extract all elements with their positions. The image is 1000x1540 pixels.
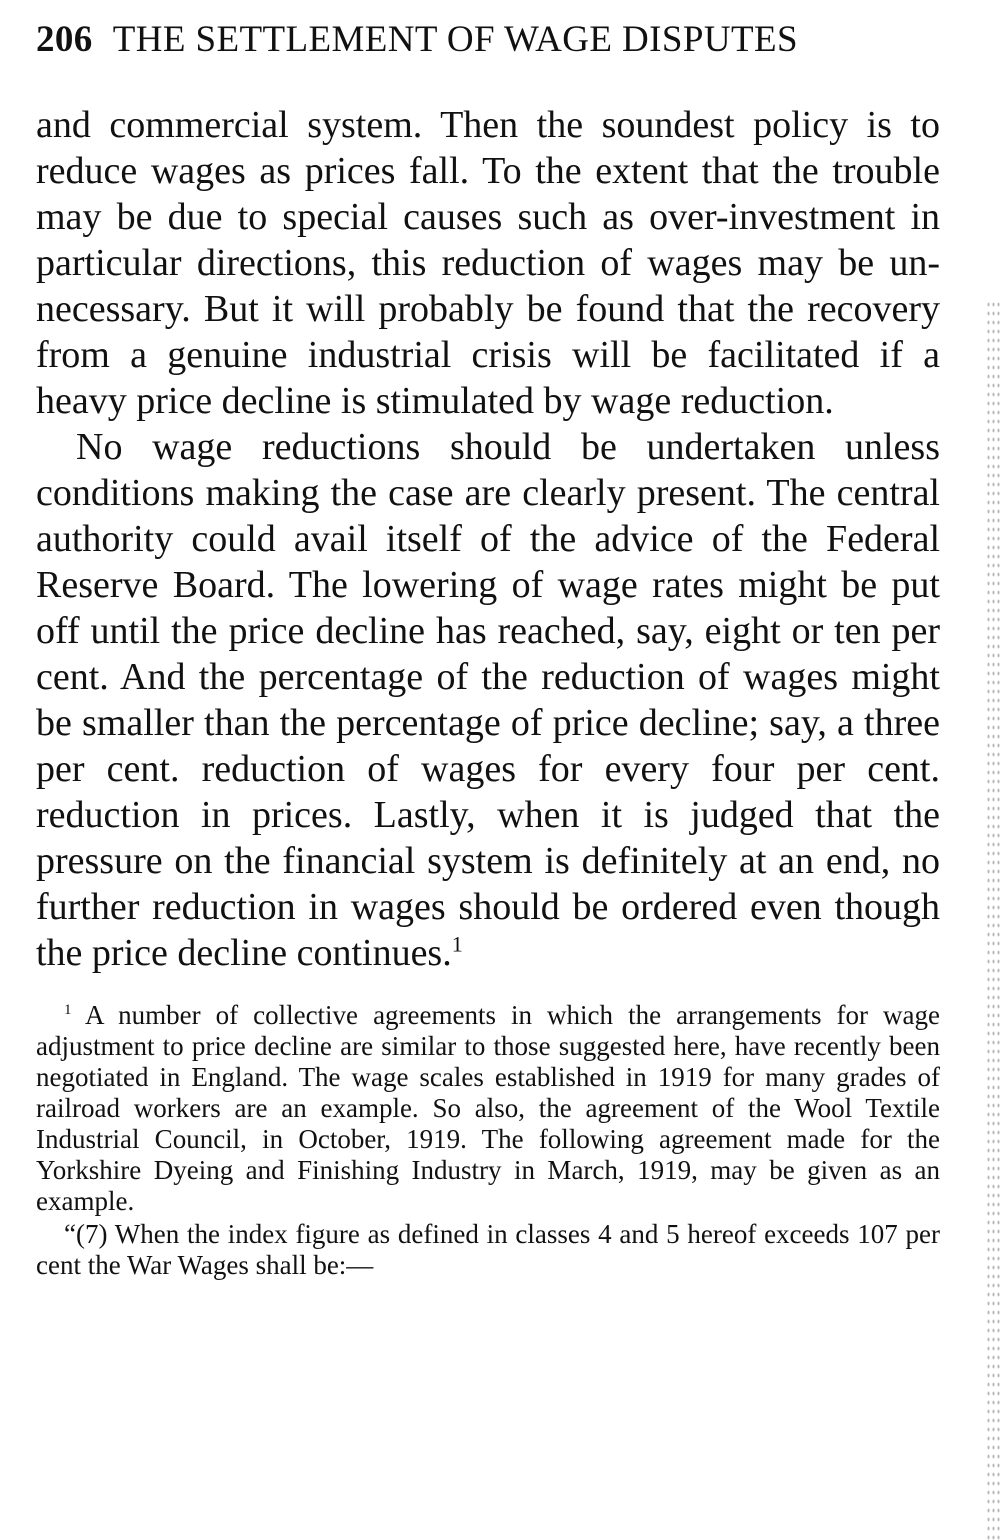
body-text xyxy=(36,102,940,976)
footnote-block xyxy=(36,1000,940,1281)
footnote-text: A number of collective agreements in which the arrangements for wage adjustment to price decline are similar to those suggested here, have recently been negotiated in England. The wage scales established in 1919 for many grades of railroad workers are an example. So also, the agreement of the Wool Textile Industrial Council, in October, 1919. The following agreement made for the Yorkshire Dyeing and Finishing Industry in March, 1919, may be given as an example. xyxy=(36,1000,941,1216)
book-page xyxy=(36,14,940,1281)
footnote-quote: “(7) When the index figure as defined in classes 4 and 5 hereof exceeds 107 per cent the War Wages shall be:— xyxy=(36,1219,940,1280)
paragraph-continued: and commercial system. Then the soundest policy is to reduce wages as prices fall. To the extent that the trouble may be due to special causes such as over-investment in particular directions, this reduction of wages may be unnecessary. But it will probably be found that the recovery from a genuine industrial crisis will be facilitated if a heavy price decline is stimulated by wage reduction. xyxy=(36,104,940,422)
running-header xyxy=(36,14,940,66)
paragraph-wage-reductions xyxy=(36,424,940,976)
running-title: THE SETTLEMENT OF WAGE DISPUTES xyxy=(112,19,798,60)
footnote-marker: 1 xyxy=(64,1002,72,1018)
paragraph-text: No wage reductions should be undertaken unless conditions making the case are clearly present. The central authority could avail itself of the advice of the Federal Reserve Board. The lowering of wage rates might be put off until the price decline has reached, say, eight or ten per cent. And the percentage of the reduction of wages might be smaller than the percentage of price decline; say, a three per cent. reduction of wages for every four per cent. reduction in prices. Lastly, when it is judged that the pressure on the financial system is definitely at an end, no further reduction in wages should be ordered even though the price decline continues. xyxy=(36,426,940,974)
footnote-reference[interactable]: 1 xyxy=(451,931,463,957)
footnote-1 xyxy=(36,1000,940,1217)
page-number: 206 xyxy=(36,19,93,60)
scan-edge-speckle xyxy=(986,300,1000,1540)
